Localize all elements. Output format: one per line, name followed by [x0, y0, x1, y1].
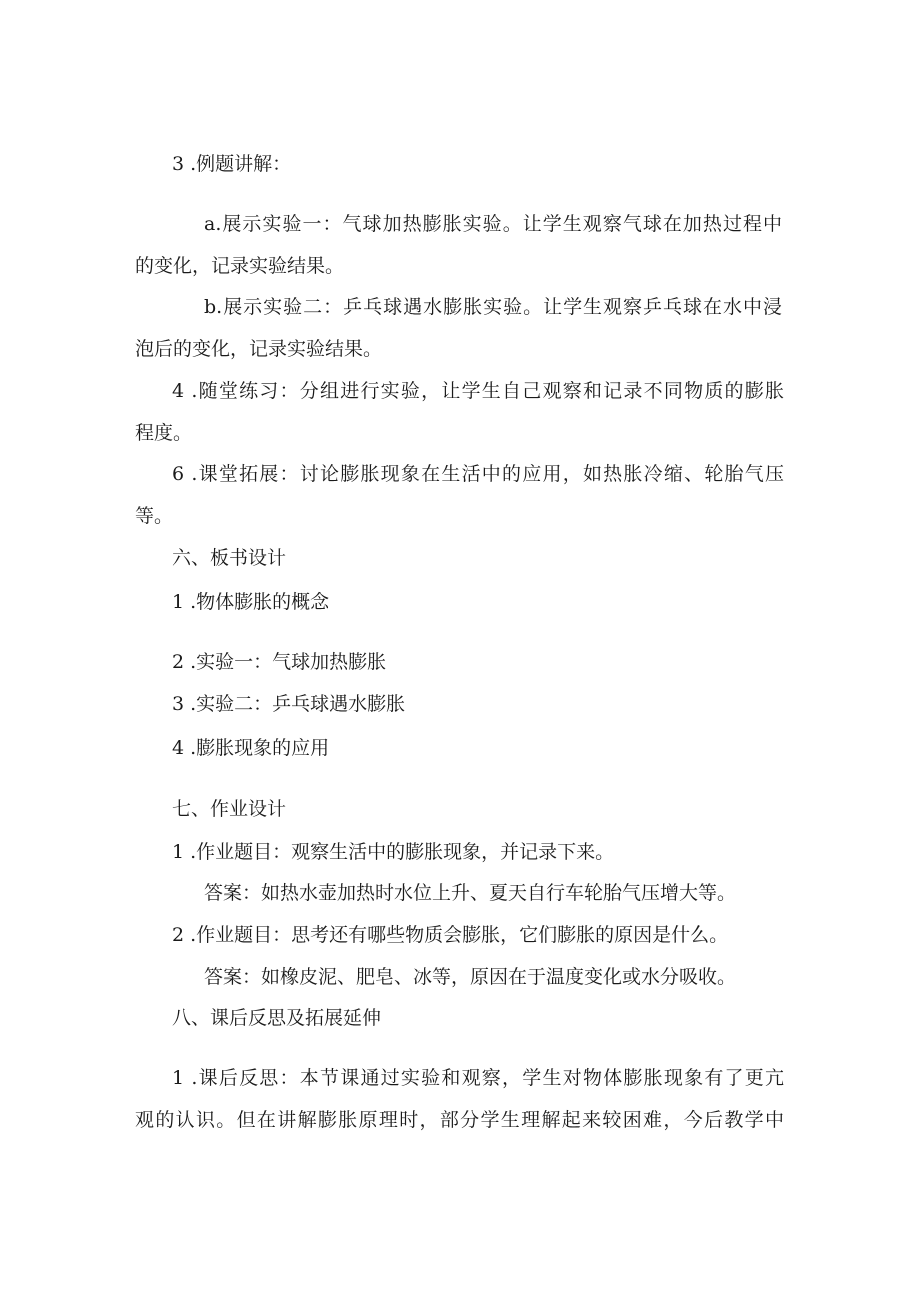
- practice-line-1: 4 .随堂练习：分组进行实验，让学生自己观察和记录不同物质的膨胀: [172, 380, 784, 402]
- section-six-heading: 六、板书设计: [172, 547, 287, 569]
- homework-answer-2: 答案：如橡皮泥、肥皂、冰等，原因在于温度变化或水分吸收。: [204, 966, 737, 988]
- experiment-one-line-1: a.展示实验一：气球加热膨胀实验。让学生观察气球在加热过程中: [204, 213, 782, 235]
- board-item-4: 4 .膨胀现象的应用: [172, 737, 330, 759]
- reflection-line-1: 1 .课后反思：本节课通过实验和观察，学生对物体膨胀现象有了更亢: [172, 1067, 784, 1089]
- reflection-line-2: 观的认识。但在讲解膨胀原理时，部分学生理解起来较困难，今后教学中: [135, 1109, 784, 1131]
- experiment-two-line-1: b.展示实验二：乒乓球遇水膨胀实验。让学生观察乒乓球在水中浸: [204, 296, 782, 318]
- homework-answer-1: 答案：如热水壶加热时水位上升、夏天自行车轮胎气压增大等。: [204, 882, 737, 904]
- extension-line-2: 等。: [135, 505, 174, 527]
- homework-question-2: 2 .作业题目：思考还有哪些物质会膨胀，它们膨胀的原因是什么。: [172, 924, 729, 946]
- example-explanation-heading: 3 .例题讲解：: [172, 153, 292, 175]
- board-item-3: 3 .实验二：乒乓球遇水膨胀: [172, 693, 406, 715]
- practice-line-2: 程度。: [135, 422, 193, 444]
- section-eight-heading: 八、课后反思及拓展延伸: [172, 1007, 382, 1029]
- experiment-two-line-2: 泡后的变化，记录实验结果。: [135, 338, 383, 360]
- board-item-2: 2 .实验一：气球加热膨胀: [172, 651, 387, 673]
- section-seven-heading: 七、作业设计: [172, 798, 287, 820]
- board-item-1: 1 .物体膨胀的概念: [172, 591, 330, 613]
- homework-question-1: 1 .作业题目：观察生活中的膨胀现象，并记录下来。: [172, 841, 615, 863]
- extension-line-1: 6 .课堂拓展：讨论膨胀现象在生活中的应用，如热胀冷缩、轮胎气压: [172, 463, 784, 485]
- experiment-one-line-2: 的变化，记录实验结果。: [135, 255, 345, 277]
